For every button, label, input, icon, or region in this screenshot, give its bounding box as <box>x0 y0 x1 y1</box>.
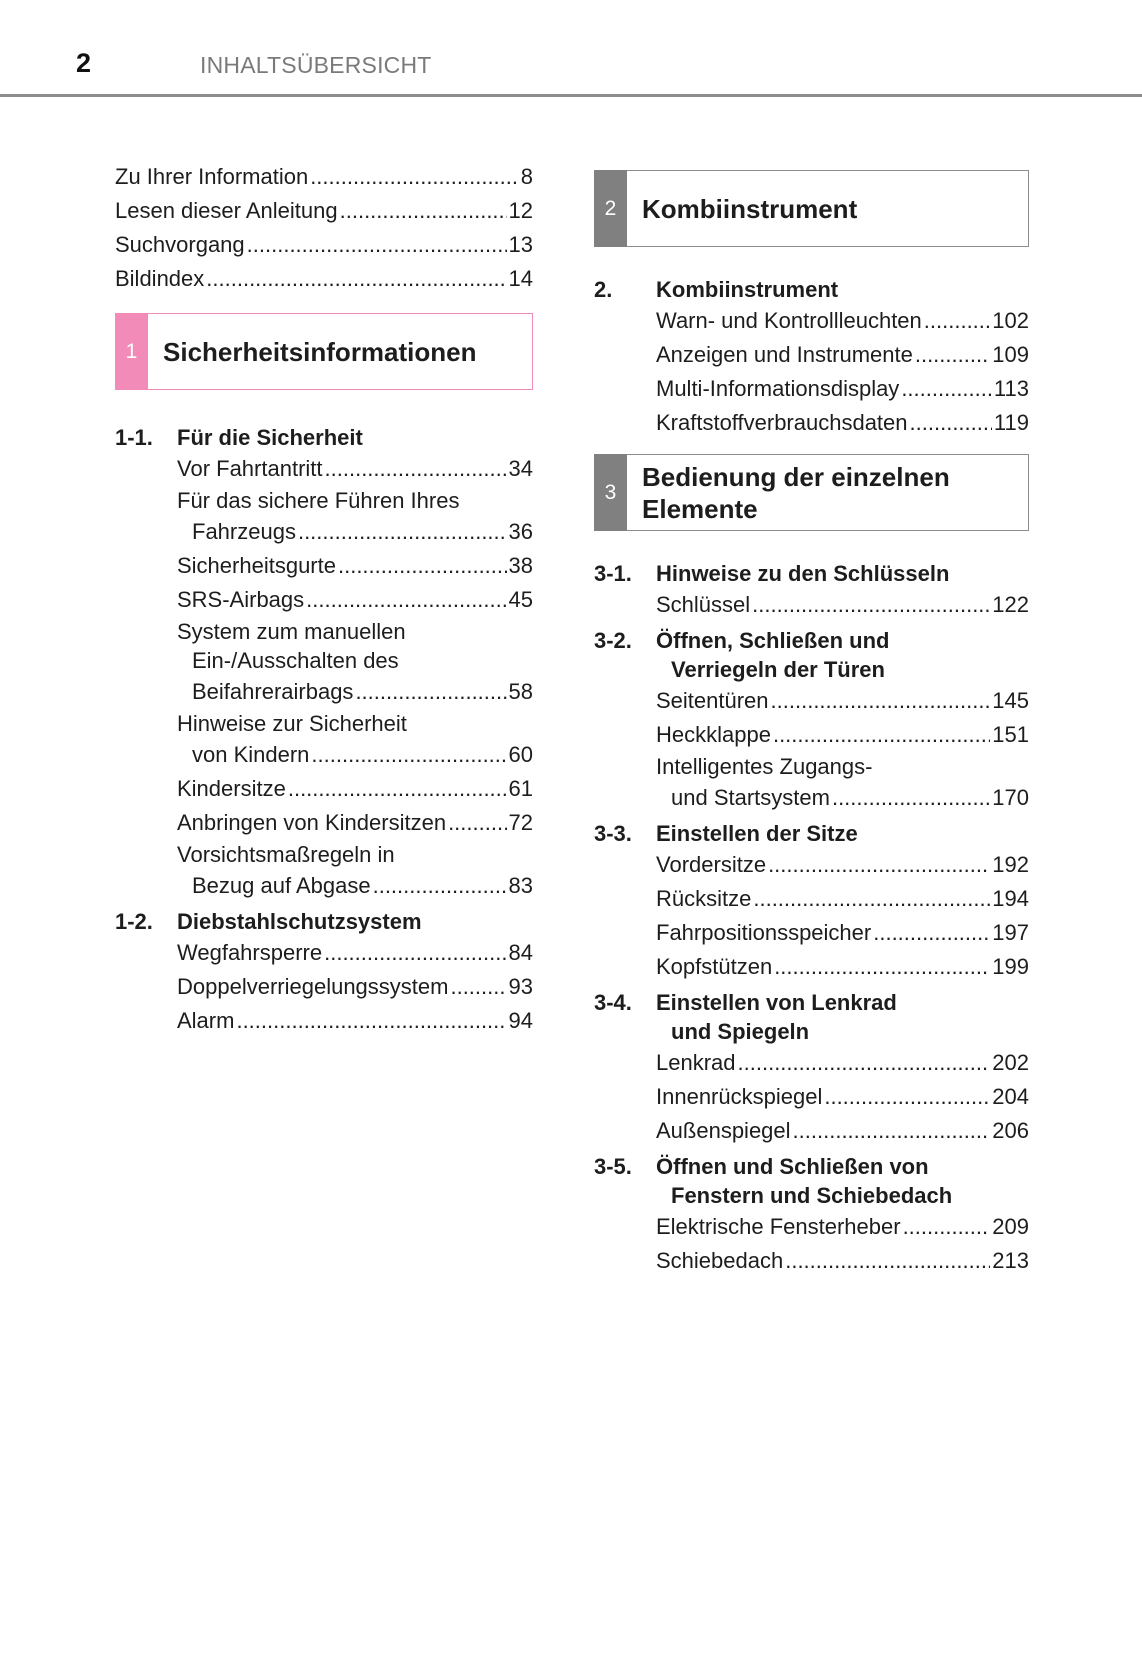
dot-leader <box>448 806 506 840</box>
section-title-line: Verriegeln der Türen <box>671 657 885 682</box>
section-number: 1-1. <box>115 425 153 450</box>
entry-title: Schiebedach <box>656 1248 784 1273</box>
entry-title: Alarm <box>177 1008 235 1033</box>
entry-title: Innenrückspiegel <box>656 1084 823 1109</box>
section-heading[interactable] <box>115 907 533 936</box>
entry-title: Vor Fahrtantritt <box>177 456 323 481</box>
entry-page: 12 <box>508 198 533 223</box>
dot-leader <box>774 950 990 984</box>
entry-title-line: Ein-/Ausschalten des <box>192 648 399 673</box>
page-header <box>0 0 1142 100</box>
dot-leader <box>373 869 507 903</box>
toc-entry[interactable] <box>656 372 1029 406</box>
section-number: 3-1. <box>594 561 632 586</box>
section-title-line: Öffnen, Schließen und <box>656 628 890 653</box>
entry-page: 202 <box>992 1050 1029 1075</box>
entry-page: 206 <box>992 1118 1029 1143</box>
section-heading[interactable] <box>115 423 533 452</box>
section-heading[interactable] <box>594 275 1029 304</box>
section-title: Einstellen der Sitze <box>656 821 858 846</box>
dot-leader <box>206 262 506 296</box>
entry-title: Bezug auf Abgase <box>192 873 371 898</box>
section-number: 3-4. <box>594 990 632 1015</box>
toc-entry[interactable] <box>115 194 533 228</box>
entry-page: 197 <box>992 920 1029 945</box>
dot-leader <box>753 882 990 916</box>
toc-entry[interactable] <box>115 160 533 194</box>
section-number: 2. <box>594 277 613 302</box>
section-heading[interactable] <box>594 1152 1029 1210</box>
toc-entry[interactable] <box>656 1114 1029 1148</box>
chapter-number: 1 <box>125 339 138 363</box>
entry-page: 209 <box>992 1214 1029 1239</box>
dot-leader <box>306 583 506 617</box>
entry-page: 14 <box>508 266 533 291</box>
section-title-line: und Spiegeln <box>671 1019 810 1044</box>
toc-entry[interactable] <box>656 752 1029 815</box>
toc-entry[interactable] <box>656 304 1029 338</box>
entry-page: 8 <box>520 164 533 189</box>
entry-page: 199 <box>992 954 1029 979</box>
dot-leader <box>325 452 507 486</box>
chapter-title-line: Elemente <box>642 493 758 524</box>
section-title <box>656 988 1029 1046</box>
entry-title-line: System zum manuellen <box>177 619 406 644</box>
toc-entry[interactable] <box>656 1080 1029 1114</box>
dot-leader <box>324 936 506 970</box>
toc-entry[interactable] <box>177 452 533 486</box>
section-heading[interactable] <box>594 819 1029 848</box>
entry-title: Kraftstoffverbrauchsdaten <box>656 410 908 435</box>
section-entries <box>594 1210 1029 1278</box>
entry-page: 151 <box>992 722 1029 747</box>
chapter-title <box>642 455 1020 530</box>
section-entries <box>594 684 1029 815</box>
entry-page: 194 <box>992 886 1029 911</box>
entry-page: 36 <box>508 519 533 544</box>
dot-leader <box>910 406 992 440</box>
entry-title-line: Intelligentes Zugangs- <box>656 754 873 779</box>
entry-title: Schlüssel <box>656 592 751 617</box>
section-title-line: Fenstern und Schiebedach <box>671 1183 953 1208</box>
entry-title: Suchvorgang <box>115 232 245 257</box>
section-entries <box>115 452 533 903</box>
chapter-1-header[interactable] <box>115 313 533 390</box>
section-title <box>656 626 1029 684</box>
dot-leader <box>310 160 519 194</box>
dot-leader <box>355 675 506 709</box>
toc-entry[interactable] <box>177 806 533 840</box>
toc-entry[interactable] <box>656 916 1029 950</box>
entry-title: Rücksitze <box>656 886 752 911</box>
chapter-3-header[interactable] <box>594 454 1029 531</box>
section-number: 3-2. <box>594 628 632 653</box>
section-title <box>656 1152 1029 1210</box>
entry-title: Zu Ihrer Information <box>115 164 309 189</box>
entry-title: Außenspiegel <box>656 1118 791 1143</box>
entry-title: Kindersitze <box>177 776 286 801</box>
section-entries <box>594 1046 1029 1148</box>
header-rule <box>0 94 1142 97</box>
entry-page: 109 <box>992 342 1029 367</box>
toc-entry[interactable] <box>656 882 1029 916</box>
entry-page: 72 <box>508 810 533 835</box>
section-heading[interactable] <box>594 988 1029 1046</box>
entry-page: 170 <box>992 785 1029 810</box>
toc-entry[interactable] <box>177 549 533 583</box>
toc-entry[interactable] <box>115 262 533 296</box>
dot-leader <box>832 781 990 815</box>
section-title: Für die Sicherheit <box>177 425 363 450</box>
entry-title: Elektrische Fensterheber <box>656 1214 901 1239</box>
toc-entry[interactable] <box>177 709 533 772</box>
entry-title: Anzeigen und Instrumente <box>656 342 913 367</box>
dot-leader <box>901 372 992 406</box>
dot-leader <box>873 916 990 950</box>
toc-left-column <box>115 160 533 1038</box>
toc-entry[interactable] <box>177 583 533 617</box>
entry-page: 204 <box>992 1084 1029 1109</box>
section-title-line: Öffnen und Schließen von <box>656 1154 929 1179</box>
entry-title: Multi-Informationsdisplay <box>656 376 900 401</box>
toc-entry[interactable] <box>656 406 1029 440</box>
chapter-2-header[interactable] <box>594 170 1029 247</box>
entry-title: Heckklappe <box>656 722 771 747</box>
toc-entry[interactable] <box>656 338 1029 372</box>
entry-page: 61 <box>508 776 533 801</box>
section-heading[interactable] <box>594 559 1029 588</box>
section-number: 3-5. <box>594 1154 632 1179</box>
toc-entry[interactable] <box>656 1244 1029 1278</box>
section-entries <box>594 588 1029 622</box>
section-title: Kombiinstrument <box>656 277 839 302</box>
section-title-line: Einstellen von Lenkrad <box>656 990 897 1015</box>
entry-title: Fahrpositionsspeicher <box>656 920 872 945</box>
entry-title: Seitentüren <box>656 688 769 713</box>
entry-title-line: Vorsichtsmaßregeln in <box>177 842 395 867</box>
toc-entry[interactable] <box>656 718 1029 752</box>
toc-entry[interactable] <box>177 617 533 709</box>
entry-title-line: Hinweise zur Sicherheit <box>177 711 407 736</box>
toc-entry[interactable] <box>656 1210 1029 1244</box>
dot-leader <box>450 970 506 1004</box>
entry-title: Vordersitze <box>656 852 767 877</box>
section-entries <box>594 304 1029 440</box>
header-title: INHALTSÜBERSICHT <box>200 52 432 78</box>
entry-page: 13 <box>508 232 533 257</box>
dot-leader <box>288 772 507 806</box>
entry-page: 122 <box>992 592 1029 617</box>
chapter-1-tab <box>115 313 148 390</box>
toc-right-column <box>594 170 1029 1278</box>
entry-title: Warn- und Kontrollleuchten <box>656 308 922 333</box>
intro-list <box>115 160 533 296</box>
dot-leader <box>793 1114 991 1148</box>
dot-leader <box>752 588 990 622</box>
entry-page: 192 <box>992 852 1029 877</box>
toc-entry[interactable] <box>656 950 1029 984</box>
toc-entry[interactable] <box>177 772 533 806</box>
entry-page: 83 <box>508 873 533 898</box>
dot-leader <box>768 848 990 882</box>
dot-leader <box>236 1004 506 1038</box>
section-entries <box>594 848 1029 984</box>
dot-leader <box>824 1080 990 1114</box>
section-number: 1-2. <box>115 909 153 934</box>
toc-entry[interactable] <box>656 588 1029 622</box>
entry-title: SRS-Airbags <box>177 587 305 612</box>
chapter-number: 3 <box>604 480 617 504</box>
section-title: Hinweise zu den Schlüsseln <box>656 561 950 586</box>
entry-page: 58 <box>508 679 533 704</box>
entry-title: Sicherheitsgurte <box>177 553 336 578</box>
entry-page: 93 <box>508 974 533 999</box>
entry-title: Wegfahrsperre <box>177 940 323 965</box>
entry-title-line: Für das sichere Führen Ihres <box>177 488 460 513</box>
entry-title: Beifahrerairbags <box>192 679 354 704</box>
toc-entry[interactable] <box>115 228 533 262</box>
toc-entry[interactable] <box>656 848 1029 882</box>
dot-leader <box>915 338 990 372</box>
dot-leader <box>340 194 507 228</box>
entry-title: Bildindex <box>115 266 205 291</box>
entry-page: 113 <box>993 376 1029 401</box>
entry-page: 38 <box>508 553 533 578</box>
entry-page: 60 <box>508 742 533 767</box>
chapter-title-line: Bedienung der einzelnen <box>642 461 950 492</box>
page-number: 2 <box>76 48 92 78</box>
section-heading[interactable] <box>594 626 1029 684</box>
entry-title: Anbringen von Kindersitzen <box>177 810 447 835</box>
chapter-number: 2 <box>604 196 617 220</box>
section-entries <box>115 936 533 1038</box>
dot-leader <box>785 1244 990 1278</box>
toc-entry[interactable] <box>177 486 533 549</box>
chapter-3-tab <box>594 454 627 531</box>
dot-leader <box>738 1046 991 1080</box>
toc-entry[interactable] <box>177 840 533 903</box>
entry-title: Lenkrad <box>656 1050 736 1075</box>
dot-leader <box>771 684 991 718</box>
entry-page: 34 <box>508 456 533 481</box>
entry-page: 119 <box>993 410 1029 435</box>
entry-page: 213 <box>992 1248 1029 1273</box>
toc-entry[interactable] <box>177 936 533 970</box>
entry-title: Kopfstützen <box>656 954 773 979</box>
chapter-2-tab <box>594 170 627 247</box>
dot-leader <box>298 515 507 549</box>
toc-entry[interactable] <box>656 1046 1029 1080</box>
entry-page: 94 <box>508 1008 533 1033</box>
toc-entry[interactable] <box>656 684 1029 718</box>
entry-page: 145 <box>992 688 1029 713</box>
entry-title: von Kindern <box>192 742 310 767</box>
entry-title: Doppelverriegelungssystem <box>177 974 449 999</box>
entry-page: 102 <box>992 308 1029 333</box>
dot-leader <box>773 718 990 752</box>
dot-leader <box>311 738 506 772</box>
entry-title: Fahrzeugs <box>192 519 296 544</box>
entry-page: 84 <box>508 940 533 965</box>
dot-leader <box>903 1210 991 1244</box>
entry-title: und Startsystem <box>671 785 830 810</box>
dot-leader <box>338 549 507 583</box>
entry-page: 45 <box>508 587 533 612</box>
chapter-title: Sicherheitsinformationen <box>163 336 477 367</box>
toc-entry[interactable] <box>177 970 533 1004</box>
entry-title: Lesen dieser Anleitung <box>115 198 338 223</box>
toc-entry[interactable] <box>177 1004 533 1038</box>
section-number: 3-3. <box>594 821 632 846</box>
chapter-title: Kombiinstrument <box>642 193 858 224</box>
dot-leader <box>247 228 507 262</box>
section-title: Diebstahlschutzsystem <box>177 909 422 934</box>
dot-leader <box>924 304 991 338</box>
